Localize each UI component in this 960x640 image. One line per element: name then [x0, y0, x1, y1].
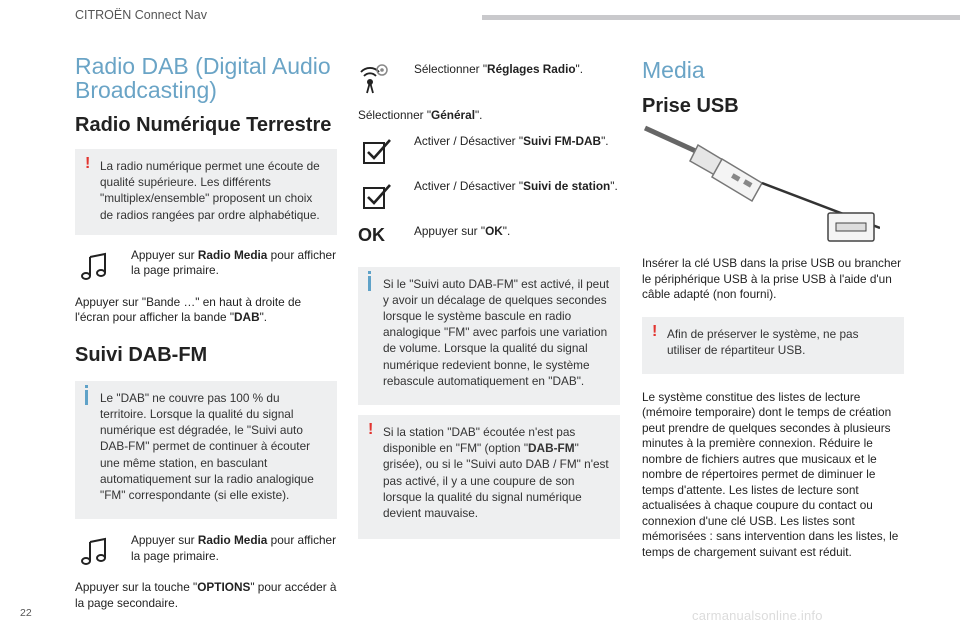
- checkbox-icon: [358, 137, 398, 167]
- heading-prise-usb: Prise USB: [642, 95, 739, 117]
- music-note-icon: [75, 251, 115, 281]
- usb-stick-illustration: [640, 123, 880, 243]
- step-text: Sélectionner "Réglages Radio".: [414, 62, 584, 76]
- info-icon: [85, 390, 88, 405]
- warning-icon: !: [652, 322, 658, 340]
- paragraph-band: Appuyer sur "Bande …" en haut à droite de l'écran pour afficher la bande "DAB".: [75, 294, 302, 325]
- music-note-icon: [75, 536, 115, 566]
- warning-box-cut: ! Si la station "DAB" écoutée n'est pas disponible en "FM" (option "DAB-FM" grisée), ou si le "Suivi auto DAB / FM" n'est pas activé, il y a une coupure de son lorsque la qualité du signal numérique devient mauvaise.: [358, 415, 620, 539]
- paragraph-playlists: Le système constitue des listes de lecture (mémoire temporaire) dont le temps de création peut prendre de quelques secondes à plusieurs minutes à la première connexion. Réduire le nombre de fichiers autres que musicaux et le nombre de répertoires permet de diminuer le temps d'attente. Les listes de lecture sont actualisées à chaque coupure du contact ou connexion d'une clé USB. Les listes sont mémorisées : sans intervention dans les listes, le temps de chargement suivant est réduit.: [642, 389, 899, 559]
- heading-radio-numerique: Radio Numérique Terrestre: [75, 114, 332, 136]
- step-text: Activer / Désactiver "Suivi FM-DAB".: [414, 133, 609, 148]
- header-bar: [482, 15, 960, 20]
- warning-box-hub: ! Afin de préserver le système, ne pas utiliser de répartiteur USB.: [642, 317, 904, 374]
- watermark: carmanualsonline.info: [692, 608, 823, 623]
- step-radio-media-2: [75, 533, 337, 566]
- column-media-text: [642, 256, 904, 560]
- paragraph-general: Sélectionner "Général".: [358, 108, 483, 122]
- paragraph-insert-usb: Insérer la clé USB dans la prise USB ou brancher le périphérique USB à la prise USB à l'aide d'un câble adapté (non fourni).: [642, 256, 902, 301]
- ok-icon: OK: [358, 224, 385, 245]
- step-radio-media-1: [75, 248, 337, 281]
- page-number: 22: [20, 607, 32, 619]
- step-reglages-radio: [358, 57, 620, 94]
- radio-settings-icon: [358, 60, 398, 94]
- section-title-media: Media: [642, 57, 705, 83]
- warning-icon: !: [368, 420, 374, 438]
- section-title-dab: Radio DAB (Digital Audio Broadcasting): [75, 53, 331, 103]
- warning-icon: !: [85, 155, 91, 172]
- step-text: Appuyer sur "OK".: [414, 223, 511, 238]
- step-ok: [358, 224, 620, 246]
- heading-suivi-dab-fm: Suivi DAB-FM: [75, 343, 208, 366]
- info-icon: [368, 276, 371, 291]
- info-box-delay: Si le "Suivi auto DAB-FM" est activé, il peut y avoir un décalage de quelques secondes lorsque le système bascule en radio analogique "FM" avec parfois une variation de volume. Lorsque la qualité du signal numérique redevient bonne, le système rebascule automatiquement en "DAB".: [358, 267, 620, 405]
- warning-box-quality: ! La radio numérique permet une écoute de qualité supérieure. Les différents "multiplex/ensemble" proposent un choix de radios rangées par ordre alphabétique.: [75, 149, 337, 235]
- checkbox-icon: [358, 182, 398, 212]
- step-suivi-station: [358, 179, 620, 212]
- step-text: Appuyer sur Radio Media pour afficher la page primaire.: [131, 533, 337, 563]
- step-text: Activer / Désactiver "Suivi de station".: [414, 178, 618, 193]
- info-box-coverage: Le "DAB" ne couvre pas 100 % du territoire. Lorsque la qualité du signal numérique est dégradée, le "Suivi auto DAB-FM" permet de continuer à écouter une même station, en basculant automatiquement sur la radio analogique "FM" correspondante (si elle existe).: [75, 381, 337, 519]
- step-suivi-fm-dab: [358, 134, 620, 167]
- column-radio-dab: [75, 52, 337, 611]
- paragraph-options: Appuyer sur la touche "OPTIONS" pour accéder à la page secondaire.: [75, 580, 337, 610]
- step-text: Appuyer sur Radio Media pour afficher la page primaire.: [131, 247, 337, 278]
- running-header: CITROËN Connect Nav: [75, 8, 207, 22]
- column-media: [642, 52, 904, 118]
- column-settings: [358, 52, 620, 539]
